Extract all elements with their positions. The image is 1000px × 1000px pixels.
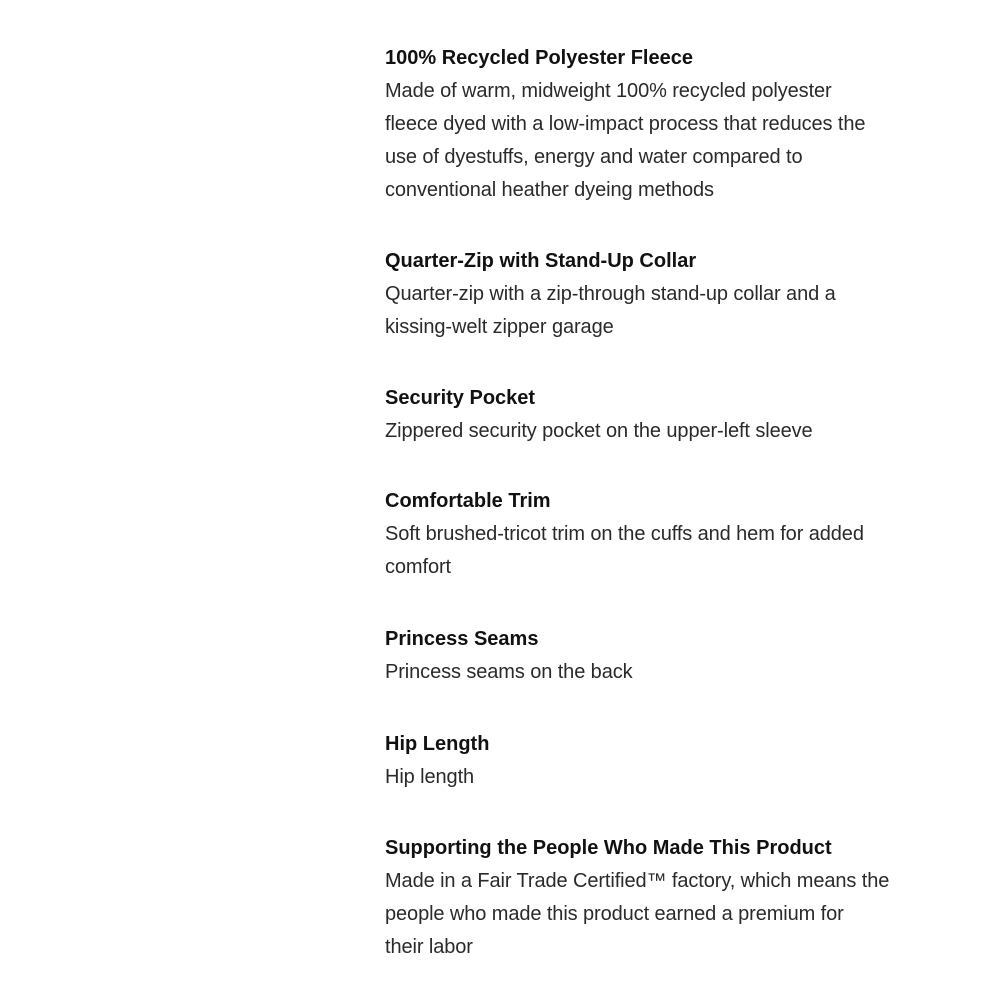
feature-description-line: use of dyestuffs, energy and water compared to <box>385 146 803 168</box>
feature-description-line: kissing-welt zipper garage <box>385 316 614 338</box>
feature-description-line: comfort <box>385 556 451 578</box>
feature-description-line: conventional heather dyeing methods <box>385 179 714 201</box>
feature-title: Comfortable Trim <box>385 490 551 512</box>
feature-fair-trade <box>385 832 889 964</box>
feature-description-line: Quarter-zip with a zip-through stand-up collar and a <box>385 283 836 305</box>
feature-hip-length <box>385 728 489 794</box>
feature-title: Security Pocket <box>385 387 536 409</box>
feature-description-line: Made in a Fair Trade Certified™ factory, which means the <box>385 870 890 892</box>
feature-description-line: people who made this product earned a premium for <box>385 903 844 925</box>
feature-princess-seams <box>385 623 633 689</box>
feature-description-line: Zippered security pocket on the upper-left sleeve <box>385 420 813 442</box>
feature-security-pocket <box>385 382 813 448</box>
feature-description-line: their labor <box>385 936 473 958</box>
feature-recycled-fleece <box>385 42 865 207</box>
feature-description-line: Princess seams on the back <box>385 661 633 683</box>
feature-description-line: Made of warm, midweight 100% recycled polyester <box>385 80 832 102</box>
feature-title: Princess Seams <box>385 628 539 650</box>
feature-quarter-zip <box>385 245 836 344</box>
feature-title: Supporting the People Who Made This Product <box>385 837 832 859</box>
feature-title: 100% Recycled Polyester Fleece <box>385 47 693 69</box>
feature-description-line: Soft brushed-tricot trim on the cuffs and hem for added <box>385 523 864 545</box>
feature-description-line: Hip length <box>385 766 475 788</box>
feature-title: Hip Length <box>385 733 490 755</box>
feature-title: Quarter-Zip with Stand-Up Collar <box>385 250 697 272</box>
feature-comfortable-trim <box>385 485 864 584</box>
feature-description-line: fleece dyed with a low-impact process that reduces the <box>385 113 866 135</box>
